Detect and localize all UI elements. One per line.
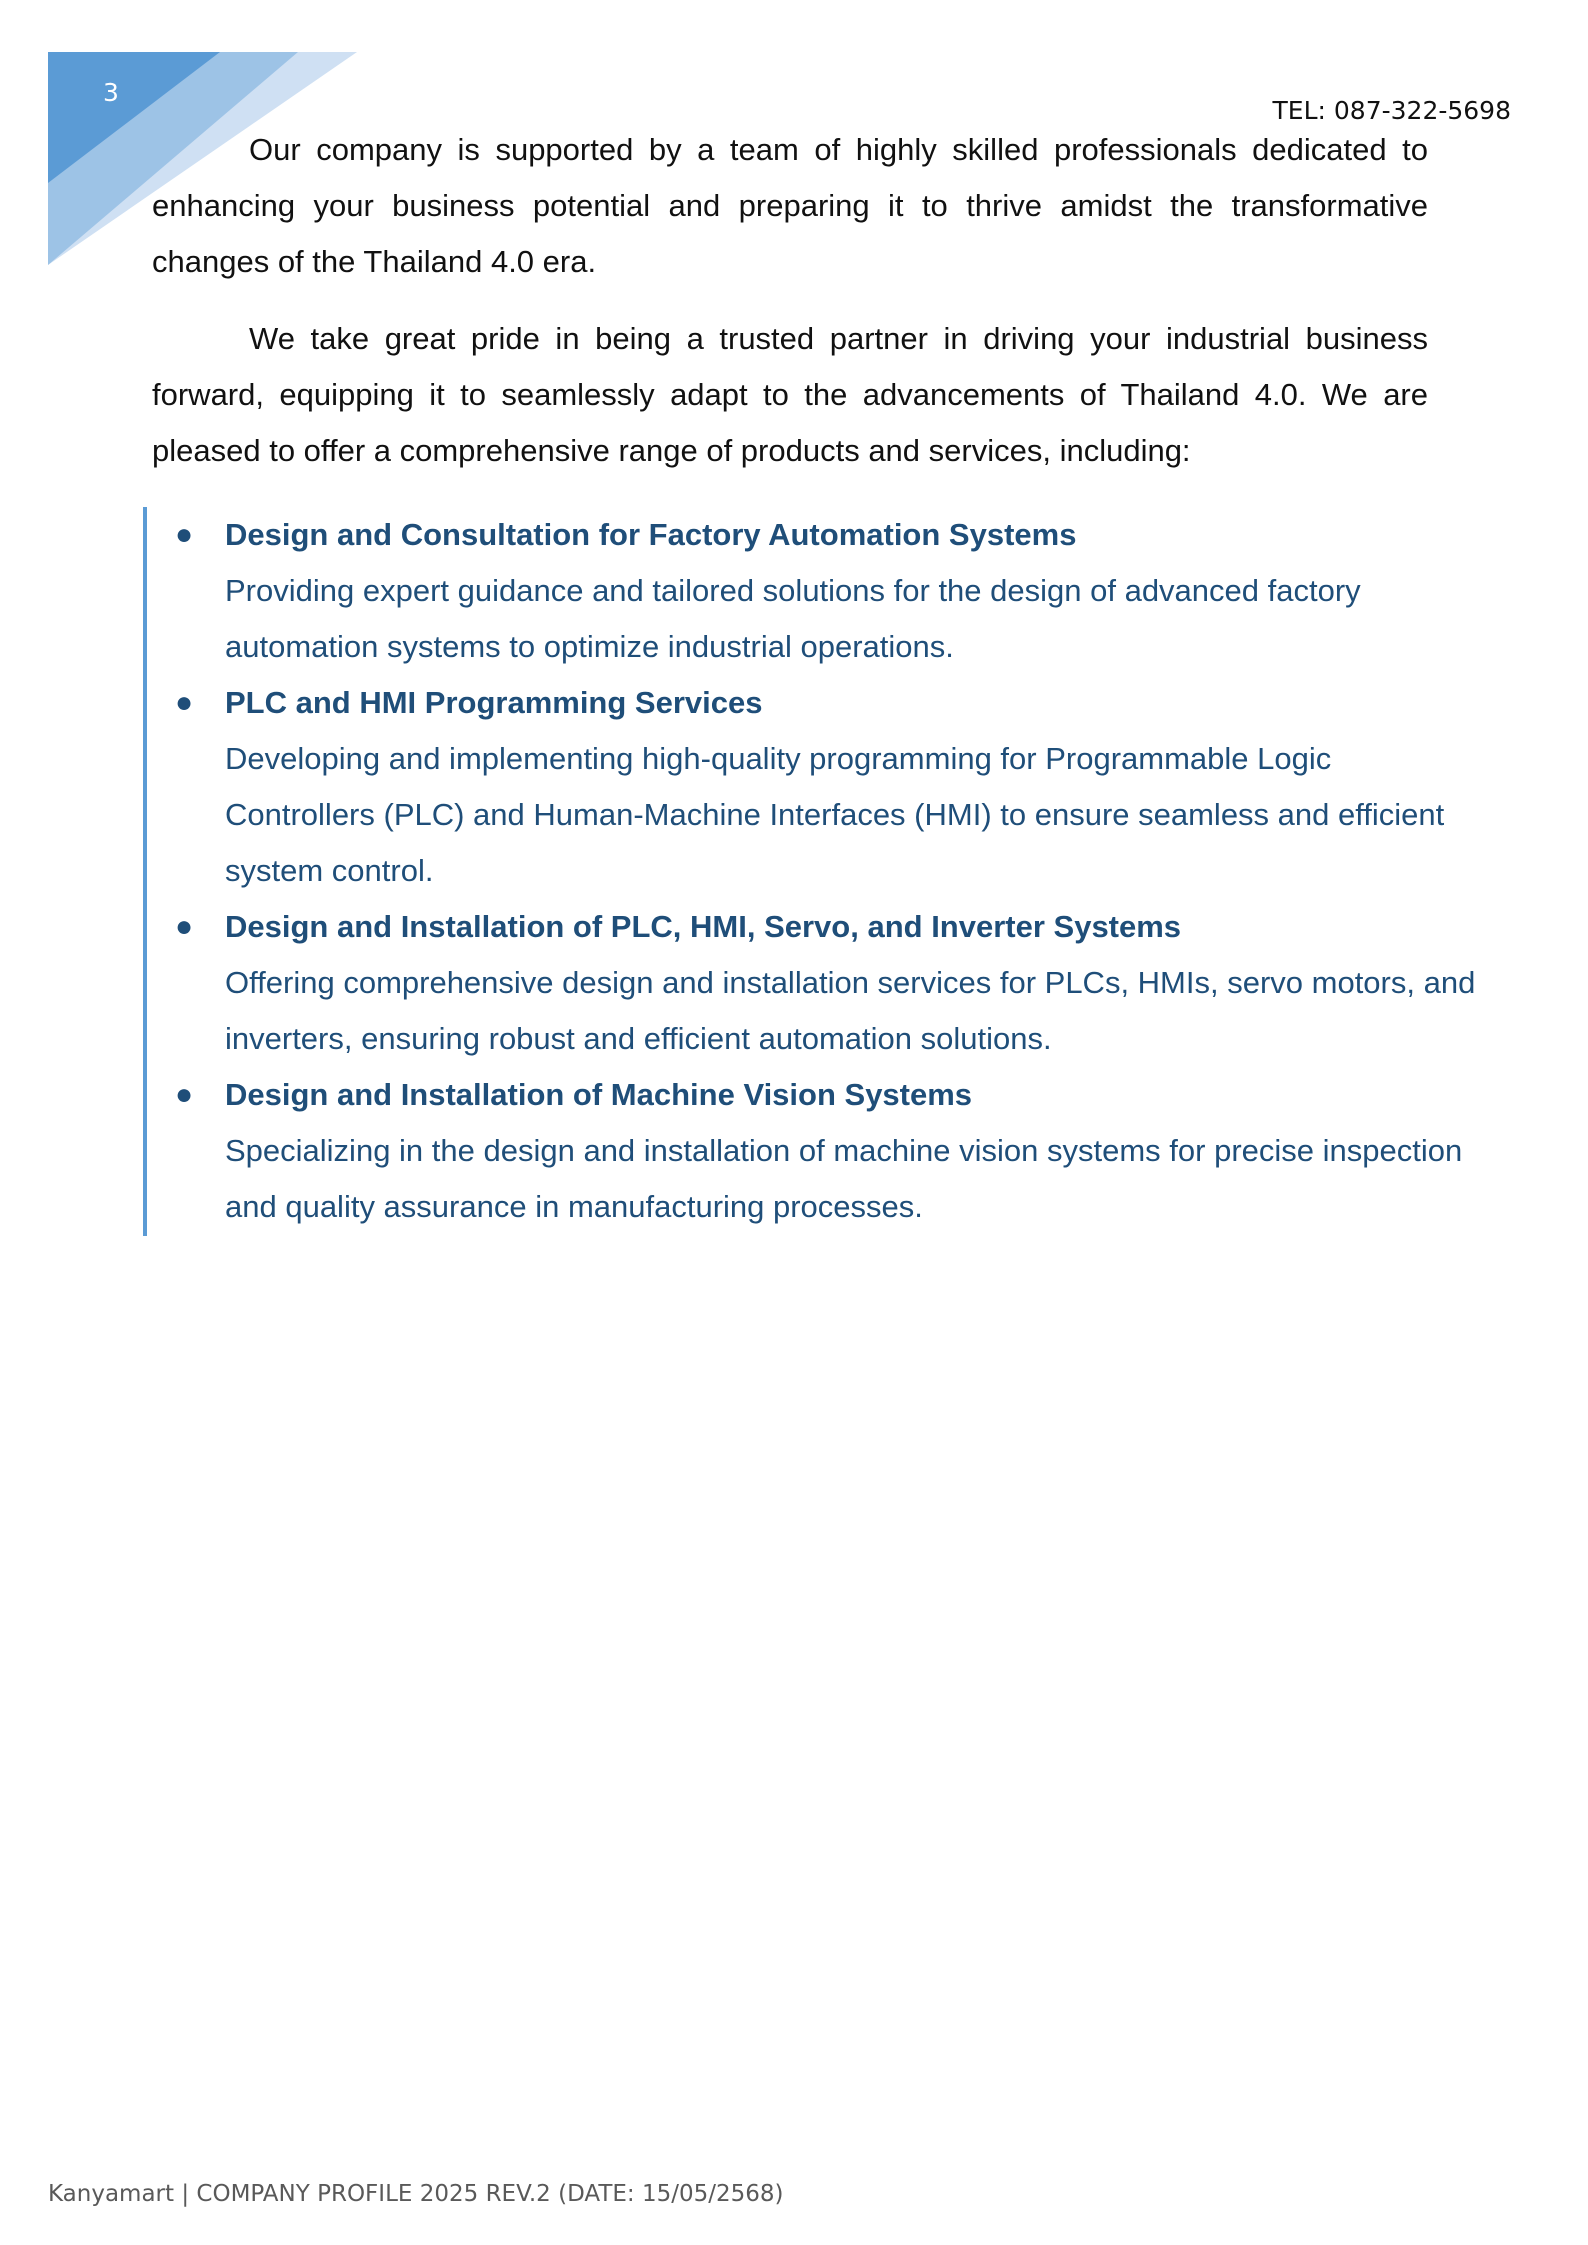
telephone-number: TEL: 087-322-5698 <box>1272 96 1511 125</box>
page-number: 3 <box>103 78 119 107</box>
intro-paragraph-2-text: We take great pride in being a trusted partner in driving your industrial business forward, equipping it to seamlessly adapt to the advancements of Thailand 4.0. We are pleased to offer a comprehensive range of products and services, including: <box>152 321 1428 468</box>
bullet-icon: ● <box>175 1078 194 1111</box>
services-list <box>143 507 1477 1236</box>
bullet-icon: ● <box>175 518 194 551</box>
service-item <box>147 899 1477 1067</box>
service-description: Offering comprehensive design and installation services for PLCs, HMIs, servo motors, and inverters, ensuring robust and efficient automation solutions. <box>225 965 1476 1056</box>
service-item <box>147 507 1477 675</box>
service-title: PLC and HMI Programming Services <box>225 685 763 720</box>
service-description: Providing expert guidance and tailored solutions for the design of advanced factory automation systems to optimize industrial operations. <box>225 573 1361 664</box>
service-item <box>147 675 1477 899</box>
service-title: Design and Installation of Machine Vision Systems <box>225 1077 973 1112</box>
service-item <box>147 1067 1477 1235</box>
service-title: Design and Consultation for Factory Automation Systems <box>225 517 1077 552</box>
service-title: Design and Installation of PLC, HMI, Servo, and Inverter Systems <box>225 909 1182 944</box>
page-footer: Kanyamart | COMPANY PROFILE 2025 REV.2 (DATE: 15/05/2568) <box>48 2181 784 2207</box>
bullet-icon: ● <box>175 686 194 719</box>
bullet-icon: ● <box>175 910 194 943</box>
intro-paragraph-2 <box>152 311 1428 479</box>
intro-paragraph-1-text: Our company is supported by a team of highly skilled professionals dedicated to enhancing your business potential and preparing it to thrive amidst the transformative changes of the Thailand 4.0 era. <box>152 132 1428 279</box>
service-description: Developing and implementing high-quality programming for Programmable Logic Controllers (PLC) and Human-Machine Interfaces (HMI) to ensure seamless and efficient system control. <box>225 741 1445 888</box>
service-description: Specializing in the design and installation of machine vision systems for precise inspection and quality assurance in manufacturing processes. <box>225 1133 1463 1224</box>
intro-paragraph-1 <box>152 122 1428 290</box>
